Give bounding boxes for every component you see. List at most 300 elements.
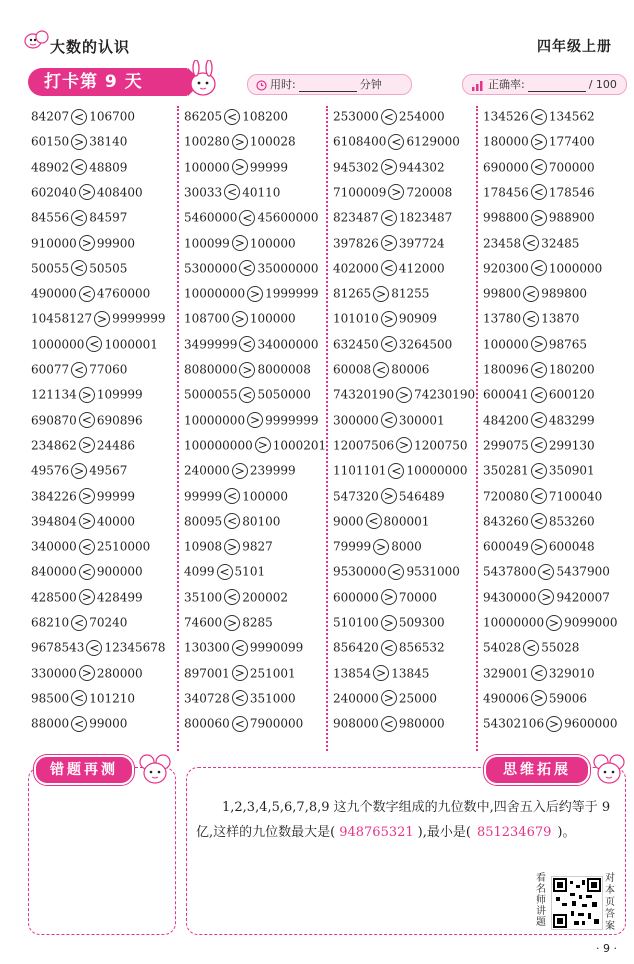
comparison-sign-circle[interactable]: < [71, 159, 87, 175]
comparison-sign-circle[interactable]: > [373, 286, 389, 302]
right-number: 980000 [398, 716, 445, 731]
comparison-sign-circle[interactable]: < [381, 640, 397, 656]
mouse-mascot-icon [138, 752, 172, 786]
comparison-sign-circle[interactable]: < [86, 336, 102, 352]
left-number: 843260 [483, 514, 529, 529]
comparison-row [483, 131, 595, 151]
answer-max[interactable]: 948765321 [339, 825, 414, 840]
left-number: 897001 [184, 666, 230, 681]
left-number: 9530000 [333, 564, 387, 579]
comparison-row [333, 688, 437, 708]
comparison-sign-circle[interactable]: > [255, 437, 271, 453]
left-number: 340728 [184, 691, 230, 706]
qr-right-caption: 对本页答案 [605, 873, 615, 932]
comparison-sign-circle[interactable]: > [381, 311, 397, 327]
comparison-sign-circle[interactable]: > [381, 488, 397, 504]
comparison-sign-circle[interactable]: > [538, 589, 554, 605]
left-number: 5460000 [184, 210, 238, 225]
right-number: 109999 [96, 387, 143, 402]
comparison-sign-circle[interactable]: > [71, 463, 87, 479]
comparison-sign-circle[interactable]: > [396, 437, 412, 453]
right-number: 59006 [548, 691, 587, 706]
right-number: 200002 [242, 590, 288, 605]
comparison-sign-circle[interactable]: < [381, 210, 397, 226]
comparison-row [333, 283, 429, 303]
comparison-sign-circle[interactable]: < [232, 690, 248, 706]
retest-box[interactable] [28, 767, 176, 935]
retest-title: 错题再测 [34, 755, 134, 785]
comparison-row [333, 207, 452, 227]
left-number: 5000055 [184, 387, 238, 402]
comparison-sign-circle[interactable]: < [79, 564, 95, 580]
comparison-sign-circle[interactable]: > [381, 159, 397, 175]
comparison-sign-circle[interactable]: > [381, 235, 397, 251]
comparison-sign-circle[interactable]: < [79, 539, 95, 555]
left-number: 800060 [184, 716, 230, 731]
right-number: 70240 [89, 615, 128, 630]
comparison-row [31, 637, 166, 657]
answer-min[interactable]: 851234679 [476, 825, 552, 840]
right-number: 8000008 [257, 362, 311, 377]
comparison-row [184, 359, 311, 379]
comparison-row [184, 283, 319, 303]
comparison-sign-circle[interactable]: > [79, 513, 95, 529]
left-number: 690870 [31, 413, 77, 428]
comparison-sign-circle[interactable]: < [224, 109, 240, 125]
accuracy-field [462, 74, 627, 95]
comparison-sign-circle[interactable]: < [381, 412, 397, 428]
comparison-row [31, 182, 143, 202]
right-number: 8285 [242, 615, 273, 630]
left-number: 86205 [184, 109, 223, 124]
left-number: 100000 [483, 337, 529, 352]
left-number: 10908 [184, 539, 223, 554]
comparison-sign-circle[interactable]: > [546, 716, 562, 732]
comparison-row [31, 688, 135, 708]
left-number: 600041 [483, 387, 529, 402]
left-number: 79999 [333, 539, 372, 554]
right-number: 350901 [548, 463, 595, 478]
comparison-row [31, 258, 127, 278]
comparison-sign-circle[interactable]: < [71, 109, 87, 125]
grade-label: 四年级上册 [537, 39, 612, 55]
comparison-sign-circle[interactable]: > [381, 615, 397, 631]
comparison-row [483, 384, 595, 404]
comparison-sign-circle[interactable]: < [71, 716, 87, 732]
comparison-sign-circle[interactable]: < [531, 437, 547, 453]
left-number: 547320 [333, 489, 379, 503]
comparison-row [31, 131, 127, 151]
left-number: 35100 [184, 590, 223, 605]
right-number: 251001 [249, 666, 296, 681]
comparison-sign-circle[interactable]: < [381, 716, 397, 732]
left-number: 54028 [483, 640, 522, 655]
comparison-sign-circle[interactable]: > [381, 589, 397, 605]
right-number: 177400 [548, 134, 595, 149]
comparison-sign-circle[interactable]: > [224, 615, 240, 631]
left-number: 10000000 [184, 413, 246, 428]
left-number: 8080000 [184, 362, 238, 377]
comparison-row [184, 587, 288, 607]
comparison-row [31, 106, 135, 126]
comparison-row [483, 460, 595, 480]
comparison-sign-circle[interactable]: < [538, 564, 554, 580]
left-number: 910000 [31, 236, 77, 250]
left-number: 1101101 [333, 463, 387, 478]
comparison-sign-circle[interactable]: > [531, 134, 547, 150]
column-separator [326, 106, 328, 751]
bar-chart-icon [471, 80, 485, 91]
comparison-sign-circle[interactable]: < [217, 564, 233, 580]
comparison-row [483, 207, 595, 227]
left-number: 88000 [31, 716, 70, 731]
right-number: 7900000 [249, 716, 304, 731]
right-number: 98765 [548, 337, 587, 352]
comparison-sign-circle[interactable]: < [239, 387, 255, 403]
page-header [0, 0, 634, 70]
comparison-sign-circle[interactable]: < [531, 513, 547, 529]
left-number: 384226 [31, 489, 77, 503]
right-number: 108200 [242, 109, 288, 124]
left-number: 121134 [31, 387, 77, 402]
comparison-row [31, 486, 135, 506]
right-number: 100000 [249, 236, 296, 250]
right-number: 50505 [89, 261, 128, 276]
comparison-sign-circle[interactable]: < [531, 412, 547, 428]
comparison-row [184, 663, 296, 683]
comparison-row [333, 561, 460, 581]
right-number: 428499 [96, 590, 143, 605]
comparison-row [184, 435, 326, 455]
time-label: 用时: [270, 78, 296, 91]
right-number: 546489 [398, 489, 445, 503]
comparison-sign-circle[interactable]: > [373, 539, 389, 555]
comparison-row [483, 536, 595, 556]
comparison-row [333, 258, 445, 278]
left-number: 945302 [333, 160, 379, 175]
left-number: 397826 [333, 236, 379, 250]
right-number: 483299 [548, 413, 595, 428]
comparison-sign-circle[interactable]: < [239, 336, 255, 352]
comparison-sign-circle[interactable]: > [232, 134, 248, 150]
right-number: 408400 [96, 185, 143, 200]
comparison-sign-circle[interactable]: > [531, 210, 547, 226]
right-number: 7100040 [548, 489, 603, 503]
left-number: 9678543 [31, 640, 85, 655]
comparison-row [31, 511, 135, 531]
comparison-row [333, 131, 460, 151]
comparison-row [483, 157, 595, 177]
comparison-row [483, 713, 618, 733]
right-number: 800001 [383, 514, 430, 529]
accuracy-blank[interactable] [528, 79, 586, 92]
left-number: 4099 [184, 564, 215, 579]
comparison-sign-circle[interactable]: > [373, 665, 389, 681]
right-number: 99900 [96, 236, 135, 250]
right-number: 100028 [249, 134, 296, 149]
left-number: 908000 [333, 716, 379, 731]
problem-text-3: )。 [557, 825, 576, 840]
left-number: 9000 [333, 514, 364, 529]
right-number: 35000000 [257, 261, 319, 276]
comparison-row [184, 308, 296, 328]
qr-left-caption: 看名师讲题 [536, 873, 546, 928]
comparison-sign-circle[interactable]: > [381, 690, 397, 706]
left-number: 394804 [31, 514, 77, 529]
comparison-row [483, 359, 595, 379]
comparison-sign-circle[interactable]: > [232, 159, 248, 175]
right-number: 77060 [89, 362, 128, 377]
thinking-title: 思维拓展 [484, 755, 590, 785]
left-number: 180000 [483, 134, 529, 149]
left-number: 108700 [184, 311, 230, 326]
comparison-row [333, 663, 429, 683]
comparison-sign-circle[interactable]: < [79, 412, 95, 428]
right-number: 5437900 [556, 564, 610, 579]
comparison-sign-circle[interactable]: < [523, 235, 539, 251]
comparison-row [483, 435, 595, 455]
comparison-sign-circle[interactable]: < [71, 615, 87, 631]
right-number: 40000 [96, 514, 135, 529]
comparison-sign-circle[interactable]: > [79, 184, 95, 200]
comparison-sign-circle[interactable]: > [546, 615, 562, 631]
comparison-sign-circle[interactable]: < [71, 260, 87, 276]
left-number: 98500 [31, 691, 70, 706]
right-number: 2510000 [96, 539, 151, 554]
left-number: 1000000 [31, 337, 85, 352]
comparison-sign-circle[interactable]: > [79, 488, 95, 504]
right-number: 412000 [398, 261, 445, 276]
comparison-sign-circle[interactable]: < [71, 362, 87, 378]
comparison-sign-circle[interactable]: < [224, 184, 240, 200]
left-number: 490006 [483, 691, 529, 706]
qr-code[interactable] [551, 876, 603, 930]
right-number: 81255 [391, 286, 430, 301]
comparison-sign-circle[interactable]: < [239, 260, 255, 276]
comparison-sign-circle[interactable]: < [224, 589, 240, 605]
right-number: 6129000 [406, 134, 460, 149]
comparison-row [333, 713, 445, 733]
accuracy-total: / 100 [588, 78, 617, 91]
left-number: 100000 [184, 160, 230, 175]
comparison-row [184, 233, 296, 253]
right-number: 1823487 [398, 210, 453, 225]
comparison-sign-circle[interactable]: < [531, 362, 547, 378]
right-number: 9531000 [406, 564, 460, 579]
left-number: 484200 [483, 413, 529, 428]
mascot-icon [24, 28, 50, 52]
right-number: 300001 [398, 413, 445, 428]
comparison-sign-circle[interactable]: > [531, 539, 547, 555]
left-number: 329001 [483, 666, 529, 681]
right-number: 856532 [398, 640, 445, 655]
column-separator [177, 106, 179, 751]
comparison-sign-circle[interactable]: > [247, 286, 263, 302]
left-number: 30033 [184, 185, 223, 200]
right-number: 74230190 [414, 387, 476, 402]
time-unit: 分钟 [359, 78, 382, 91]
comparison-sign-circle[interactable]: < [381, 260, 397, 276]
left-number: 5300000 [184, 261, 238, 276]
comparison-row [333, 334, 452, 354]
comparison-sign-circle[interactable]: > [247, 412, 263, 428]
right-number: 5101 [234, 564, 266, 579]
left-number: 402000 [333, 261, 379, 276]
comparison-sign-circle[interactable]: > [232, 235, 248, 251]
right-number: 9420007 [556, 590, 610, 605]
right-number: 55028 [541, 640, 580, 655]
comparison-sign-circle[interactable]: < [224, 488, 240, 504]
comparison-row [184, 131, 296, 151]
comparison-sign-circle[interactable]: < [531, 665, 547, 681]
comparison-sign-circle[interactable]: < [531, 463, 547, 479]
comparison-row [333, 536, 422, 556]
comparison-sign-circle[interactable]: < [86, 640, 102, 656]
right-number: 1000001 [104, 337, 158, 352]
right-number: 13870 [541, 311, 580, 326]
comparison-sign-circle[interactable]: > [531, 336, 547, 352]
right-number: 99999 [249, 160, 288, 175]
time-blank[interactable] [299, 79, 357, 92]
left-number: 100000000 [184, 438, 253, 453]
right-number: 600048 [548, 539, 595, 554]
comparison-sign-circle[interactable]: < [381, 109, 397, 125]
comparison-sign-circle[interactable]: > [79, 235, 95, 251]
right-number: 280000 [96, 666, 143, 681]
comparison-row [483, 182, 595, 202]
comparison-sign-circle[interactable]: < [366, 513, 382, 529]
comparison-sign-circle[interactable]: < [523, 311, 539, 327]
left-number: 240000 [184, 463, 230, 478]
comparison-sign-circle[interactable]: > [531, 690, 547, 706]
left-number: 5437800 [483, 564, 537, 579]
comparison-sign-circle[interactable]: < [239, 210, 255, 226]
left-number: 920300 [483, 261, 529, 276]
comparison-row [31, 410, 143, 430]
left-number: 54302106 [483, 716, 545, 731]
comparison-sign-circle[interactable]: < [79, 286, 95, 302]
comparison-row [184, 688, 296, 708]
left-number: 3499999 [184, 337, 238, 352]
comparison-sign-circle[interactable]: < [373, 362, 389, 378]
comparison-sign-circle[interactable]: < [523, 640, 539, 656]
comparison-row [31, 612, 127, 632]
comparison-sign-circle[interactable]: < [523, 286, 539, 302]
right-number: 34000000 [257, 337, 319, 352]
left-number: 823487 [333, 210, 379, 225]
comparison-row [483, 663, 595, 683]
comparison-sign-circle[interactable]: < [388, 134, 404, 150]
comparison-sign-circle[interactable]: > [232, 311, 248, 327]
comparison-sign-circle[interactable]: < [531, 260, 547, 276]
left-number: 13780 [483, 311, 522, 326]
right-number: 32485 [541, 236, 580, 250]
left-number: 178456 [483, 185, 529, 200]
accuracy-label: 正确率: [488, 78, 525, 91]
comparison-sign-circle[interactable]: > [79, 437, 95, 453]
comparison-row [31, 460, 127, 480]
left-number: 50055 [31, 261, 70, 276]
comparison-sign-circle[interactable]: > [232, 463, 248, 479]
comparison-row [483, 511, 595, 531]
comparison-sign-circle[interactable]: > [94, 311, 110, 327]
left-number: 299075 [483, 438, 529, 453]
right-number: 70000 [398, 590, 437, 605]
comparison-sign-circle[interactable]: < [531, 109, 547, 125]
comparison-sign-circle[interactable]: > [71, 134, 87, 150]
right-number: 80100 [242, 514, 281, 529]
comparison-sign-circle[interactable]: < [531, 159, 547, 175]
comparison-sign-circle[interactable]: > [396, 387, 412, 403]
comparison-sign-circle[interactable]: < [232, 716, 248, 732]
left-number: 84207 [31, 109, 70, 124]
comparison-sign-circle[interactable]: > [388, 184, 404, 200]
left-number: 99999 [184, 489, 223, 503]
comparison-sign-circle[interactable]: < [388, 463, 404, 479]
problem-text-2: ),最小是( [417, 825, 471, 840]
comparison-sign-circle[interactable]: < [232, 640, 248, 656]
comparison-row [333, 637, 445, 657]
comparison-sign-circle[interactable]: > [79, 665, 95, 681]
right-number: 40110 [242, 185, 281, 200]
comparison-row [333, 157, 445, 177]
right-number: 134562 [548, 109, 595, 124]
mouse-mascot-icon-right [592, 752, 626, 786]
comparison-sign-circle[interactable]: < [224, 513, 240, 529]
right-number: 690896 [96, 413, 143, 428]
comparison-sign-circle[interactable]: < [388, 564, 404, 580]
comparison-row [31, 713, 127, 733]
comparison-grid [28, 104, 629, 754]
thinking-problem [196, 795, 616, 845]
left-number: 510100 [333, 615, 379, 630]
comparison-sign-circle[interactable]: < [531, 387, 547, 403]
left-number: 180096 [483, 362, 529, 377]
comparison-sign-circle[interactable]: > [79, 589, 95, 605]
comparison-row [31, 384, 143, 404]
comparison-sign-circle[interactable]: > [239, 362, 255, 378]
left-number: 99800 [483, 286, 522, 301]
comparison-sign-circle[interactable]: < [531, 488, 547, 504]
right-number: 9600000 [564, 716, 618, 731]
right-number: 12345678 [104, 640, 166, 655]
right-number: 106700 [89, 109, 135, 124]
comparison-sign-circle[interactable]: < [531, 184, 547, 200]
comparison-sign-circle[interactable]: > [79, 387, 95, 403]
comparison-row [333, 612, 445, 632]
left-number: 100099 [184, 236, 230, 250]
comparison-row [333, 511, 429, 531]
left-number: 490000 [31, 286, 77, 301]
comparison-sign-circle[interactable]: > [224, 539, 240, 555]
right-number: 3264500 [398, 337, 453, 352]
right-number: 45600000 [257, 210, 319, 225]
comparison-sign-circle[interactable]: < [71, 210, 87, 226]
comparison-row [31, 561, 143, 581]
comparison-sign-circle[interactable]: < [381, 336, 397, 352]
comparison-sign-circle[interactable]: > [232, 665, 248, 681]
comparison-row [483, 283, 587, 303]
left-number: 80095 [184, 514, 223, 529]
comparison-row [483, 587, 610, 607]
comparison-sign-circle[interactable]: < [71, 690, 87, 706]
right-number: 8000 [391, 539, 422, 554]
right-number: 254000 [398, 109, 445, 124]
left-number: 600049 [483, 539, 529, 554]
comparison-row [31, 283, 150, 303]
comparison-row [184, 334, 319, 354]
left-number: 10000000 [483, 615, 545, 630]
